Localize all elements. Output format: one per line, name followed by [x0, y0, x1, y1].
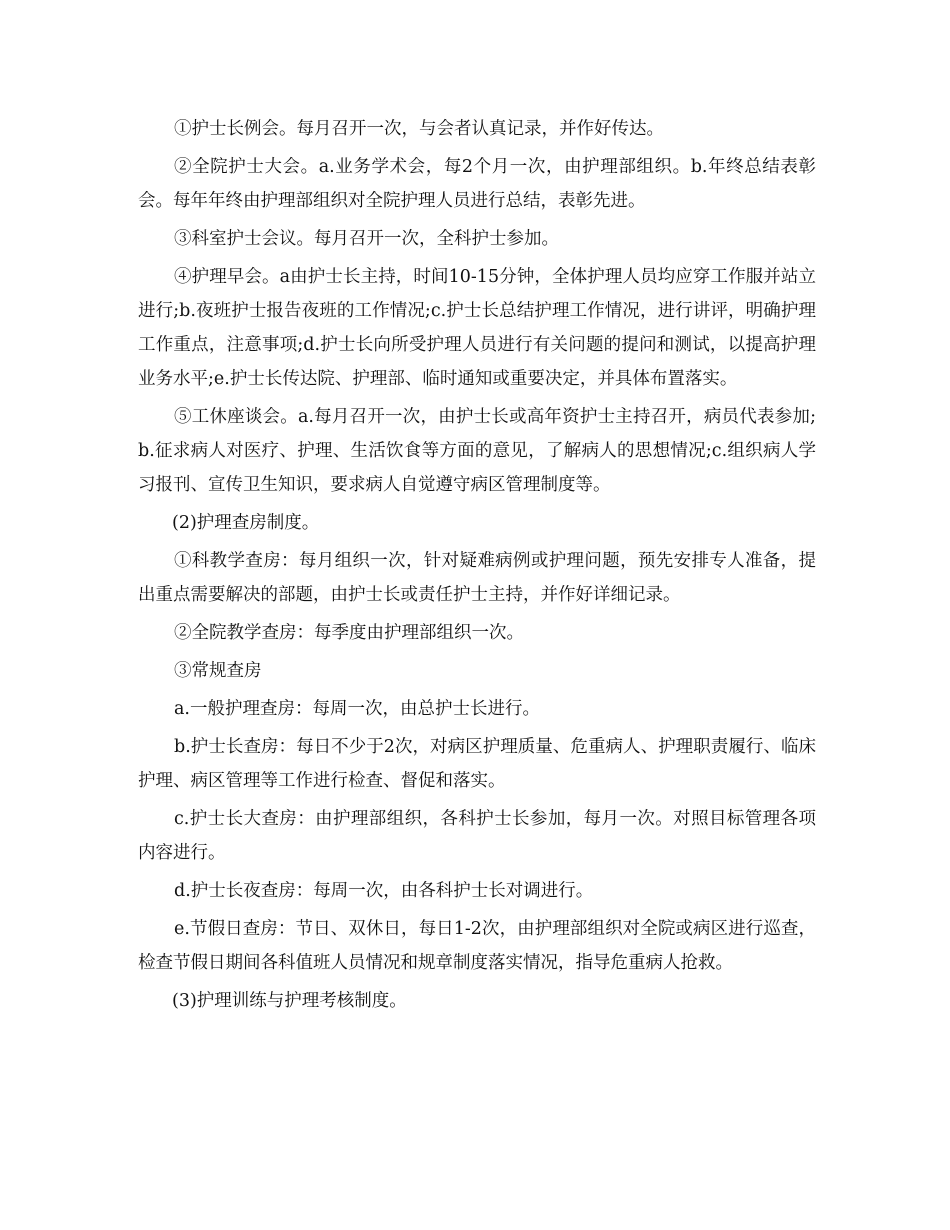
paragraph-patient-forum: ⑤工休座谈会。a.每月召开一次，由护士长或高年资护士主持召开，病员代表参加;b.征求病人对医疗、护理、生活饮食等方面的意见，了解病人的思想情况;c.组织病人学习报刊、宣传卫生知识，要求病人自觉遵守病区管理制度等。: [138, 407, 816, 495]
paragraph-general-rounds: a.一般护理查房：每周一次，由总护士长进行。: [174, 699, 540, 719]
paragraph-head-nurse-meeting: ①护士长例会。每月召开一次，与会者认真记录，并作好传达。: [174, 119, 664, 139]
paragraph-morning-meeting: ④护理早会。a由护士长主持，时间10-15分钟，全体护理人员均应穿工作服并站立进行;b.夜班护士报告夜班的工作情况;c.护士长总结护理工作情况，进行讲评，明确护理工作重点，注意事项;d.护士长向所受护理人员进行有关问题的提问和测试，以提高护理业务水平;e.护士长传达院、护理部、临时通知或重要决定，并具体布置落实。: [138, 267, 816, 389]
paragraph-grand-rounds: c.护士长大查房：由护理部组织，各科护士长参加，每月一次。对照目标管理各项内容进行。: [138, 809, 816, 863]
section-heading-training-assessment: (3)护理训练与护理考核制度。: [172, 991, 407, 1011]
paragraph-department-meeting: ③科室护士会议。每月召开一次，全科护士参加。: [174, 229, 559, 249]
paragraph-night-rounds: d.护士长夜查房：每周一次，由各科护士长对调进行。: [174, 881, 594, 901]
paragraph-hospital-teaching-rounds: ②全院教学查房：每季度由护理部组织一次。: [174, 623, 524, 643]
paragraph-head-nurse-rounds: b.护士长查房：每日不少于2次，对病区护理质量、危重病人、护理职责履行、临床护理、病区管理等工作进行检查、督促和落实。: [138, 737, 816, 791]
paragraph-hospital-nurse-meeting: ②全院护士大会。a.业务学术会，每2个月一次，由护理部组织。b.年终总结表彰会。每年年终由护理部组织对全院护理人员进行总结，表彰先进。: [138, 157, 816, 211]
section-heading-ward-rounds: (2)护理查房制度。: [172, 513, 320, 533]
paragraph-holiday-rounds: e.节假日查房：节日、双休日，每日1-2次，由护理部组织对全院或病区进行巡查，检查节假日期间各科值班人员情况和规章制度落实情况，指导危重病人抢救。: [138, 919, 816, 973]
paragraph-teaching-rounds: ①科教学查房：每月组织一次，针对疑难病例或护理问题，预先安排专人准备，提出重点需要解决的部题，由护士长或责任护士主持，并作好详细记录。: [138, 551, 816, 605]
paragraph-routine-rounds: ③常规查房: [174, 661, 262, 681]
document-body: [138, 112, 816, 1022]
